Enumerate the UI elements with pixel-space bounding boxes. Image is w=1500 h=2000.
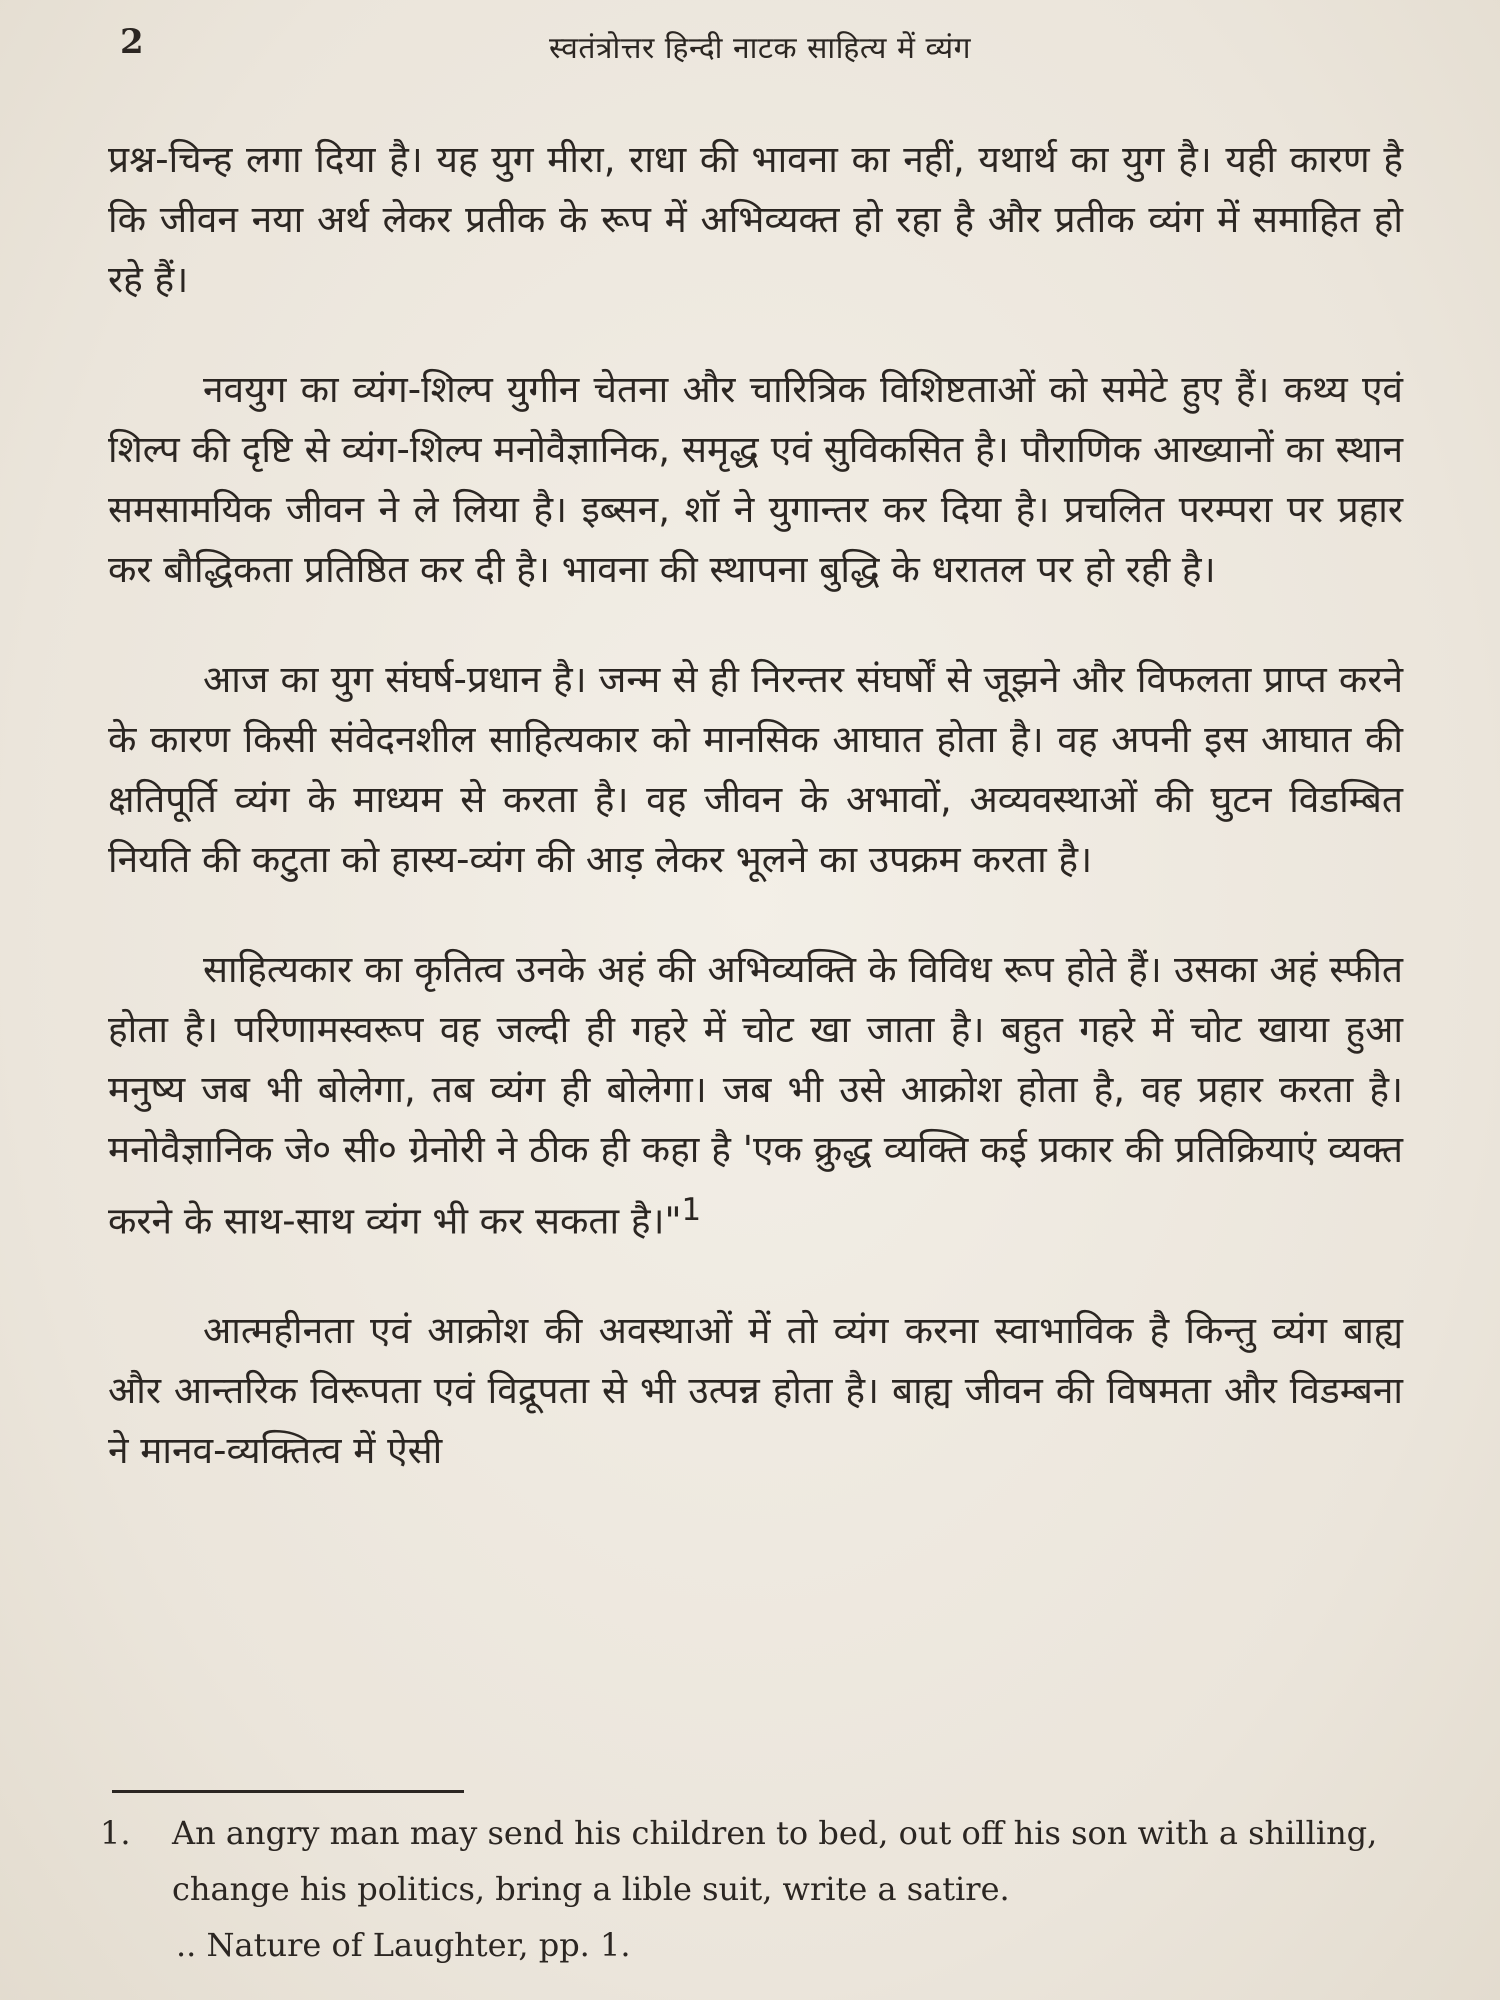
footnote-text: An angry man may send his children to bed, out off his son with a shilling, change his politics, bring a lible suit, write a satire. [172,1814,1378,1908]
page-number: 2 [120,22,144,62]
footnote-body [172,1805,1412,1973]
paragraph-5: आत्महीनता एवं आक्रोश की अवस्थाओं में तो व्यंग करना स्वाभाविक है किन्तु व्यंग बाह्य और आन्तरिक विरूपता एवं विद्रूपता से भी उत्पन्न होता है। बाह्य जीवन की विषमता और विडम्बना ने मानव-व्यक्तित्व में ऐसी [108,1309,1403,1473]
paragraph-2: नवयुग का व्यंग-शिल्प युगीन चेतना और चारित्रिक विशिष्टताओं को समेटे हुए हैं। कथ्य एवं शिल्प की दृष्टि से व्यंग-शिल्प मनोवैज्ञानिक, समृद्ध एवं सुविकसित है। पौराणिक आख्यानों का स्थान समसामयिक जीवन ने ले लिया है। इब्सन, शॉ ने युगान्तर कर दिया है। प्रचलित परम्परा पर प्रहार कर बौद्धिकता प्रतिष्ठित कर दी है। भावना की स्थापना बुद्धि के धरातल पर हो रही है। [108,368,1403,591]
paragraph-1: प्रश्न-चिन्ह लगा दिया है। यह युग मीरा, राधा की भावना का नहीं, यथार्थ का युग है। यही कारण है कि जीवन नया अर्थ लेकर प्रतीक के रूप में अभिव्यक्त हो रहा है और प्रतीक व्यंग में समाहित हो रहे हैं। [108,138,1403,301]
body-text [108,130,1403,1531]
page-header [110,22,1410,82]
paragraph-3: आज का युग संघर्ष-प्रधान है। जन्म से ही निरन्तर संघर्षों से जूझने और विफलता प्राप्त करने के कारण किसी संवेदनशील साहित्यकार को मानसिक आघात होता है। वह अपनी इस आघात की क्षतिपूर्ति व्यंग के माध्यम से करता है। वह जीवन के अभावों, अव्यवस्थाओं की घुटन विडम्बित नियति की कटुता को हास्य-व्यंग की आड़ लेकर भूलने का उपक्रम करता है। [108,658,1403,881]
running-head: स्वतंत्रोत्तर हिन्दी नाटक साहित्य में व्यंग [548,31,972,66]
footnote-source: .. Nature of Laughter, pp. 1. [176,1926,631,1964]
footnote-number: 1. [100,1814,131,1852]
paragraph-4-text: साहित्यकार का कृतित्व उनके अहं की अभिव्यक्ति के विविध रूप होते हैं। उसका अहं स्फीत होता है। परिणामस्वरूप वह जल्दी ही गहरे में चोट खा जाता है। बहुत गहरे में चोट खाया हुआ मनुष्य जब भी बोलेगा, तब व्यंग ही बोलेगा। जब भी उसे आक्रोश होता है, वह प्रहार करता है। मनोवैज्ञानिक जे० सी० ग्रेनोरी ने ठीक ही कहा है 'एक क्रुद्ध व्यक्ति कई प्रकार की प्रतिक्रियाएं व्यक्त करने के साथ-साथ व्यंग भी कर सकता है।" [108,948,1403,1243]
footnote-marker: 1 [681,1192,702,1228]
footnote-divider [112,1790,464,1793]
paragraph-4 [108,940,1403,1251]
